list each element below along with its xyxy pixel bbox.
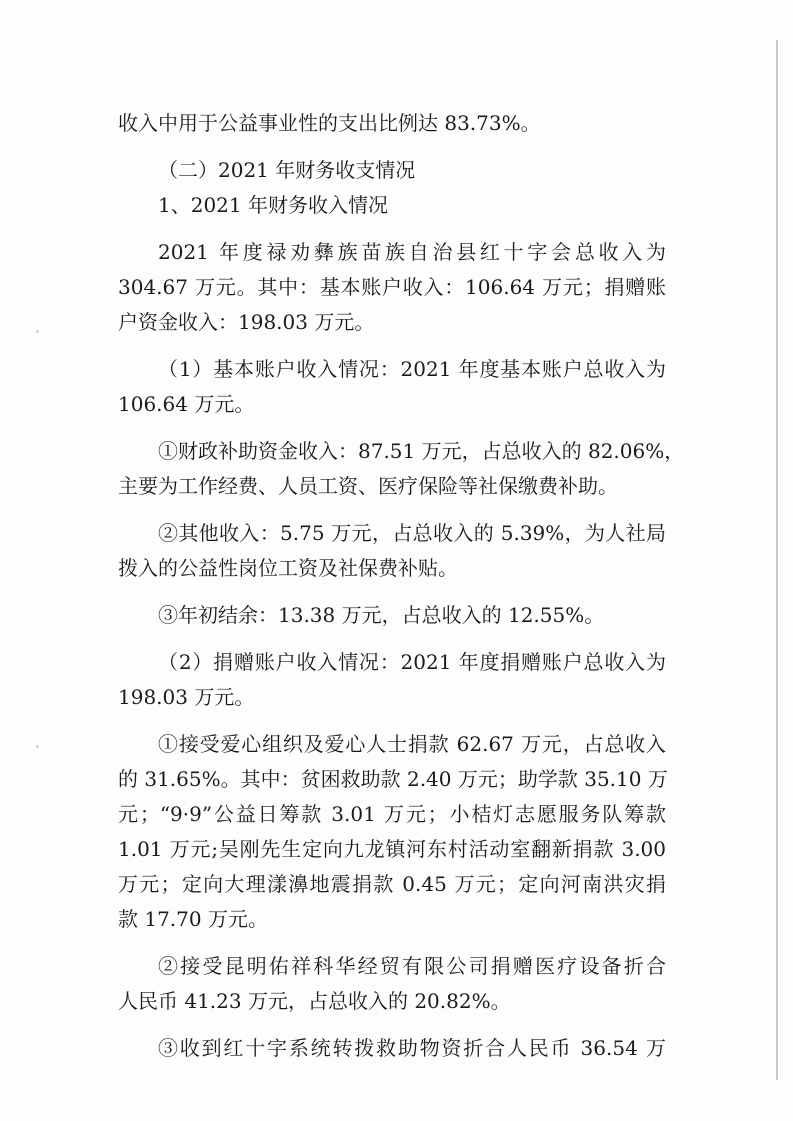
scan-speck <box>36 745 39 748</box>
paragraph-line: 304.67 万元。其中：基本账户收入：106.64 万元；捐赠账 <box>118 275 666 299</box>
paragraph-line: 人民币 41.23 万元，占总收入的 20.82%。 <box>118 989 511 1013</box>
paragraph-line: 主要为工作经费、人员工资、医疗保险等社保缴费补助。 <box>118 474 618 498</box>
paragraph-line: 1.01 万元;吴刚先生定向九龙镇河东村活动室翻新捐款 3.00 <box>118 837 666 861</box>
paragraph-line: 拨入的公益性岗位工资及社保费补贴。 <box>118 556 458 580</box>
paragraph-line: （2）捐赠账户收入情况：2021 年度捐赠账户总收入为 <box>158 650 666 674</box>
paragraph-line: 106.64 万元。 <box>118 392 255 416</box>
paragraph-line: ②其他收入：5.75 万元，占总收入的 5.39%，为人社局 <box>158 521 666 545</box>
paragraph-line: ③收到红十字系统转拨救助物资折合人民币 36.54 万 <box>158 1036 666 1060</box>
paragraph-line: ②接受昆明佑祥科华经贸有限公司捐赠医疗设备折合 <box>158 954 666 978</box>
section-heading: （二）2021 年财务收支情况 <box>158 158 416 182</box>
paragraph-line: ①财政补助资金收入：87.51 万元，占总收入的 82.06%， <box>158 439 685 463</box>
paragraph-line: 款 17.70 万元。 <box>118 907 268 931</box>
paragraph-line: 元；“9·9”公益日筹款 3.01 万元；小桔灯志愿服务队筹款 <box>118 802 666 826</box>
subsection-heading: 1、2021 年财务收入情况 <box>158 193 388 217</box>
paragraph-line: 户资金收入：198.03 万元。 <box>118 310 375 334</box>
scan-edge-mark <box>776 40 778 1080</box>
paragraph-line: ①接受爱心组织及爱心人士捐款 62.67 万元，占总收入 <box>158 732 666 756</box>
scan-speck <box>36 330 39 333</box>
paragraph-line: ③年初结余：13.38 万元，占总收入的 12.55%。 <box>158 603 605 627</box>
paragraph-line: 收入中用于公益事业性的支出比例达 83.73%。 <box>118 111 541 135</box>
paragraph-line: （1）基本账户收入情况：2021 年度基本账户总收入为 <box>158 357 666 381</box>
paragraph-line: 万元；定向大理漾濞地震捐款 0.45 万元；定向河南洪灾捐 <box>118 872 666 896</box>
document-body <box>118 106 685 1066</box>
paragraph-line: 2021 年度禄劝彝族苗族自治县红十字会总收入为 <box>158 240 666 264</box>
paragraph-line: 198.03 万元。 <box>118 685 255 709</box>
paragraph-line: 的 31.65%。其中：贫困救助款 2.40 万元；助学款 35.10 万 <box>118 767 668 791</box>
